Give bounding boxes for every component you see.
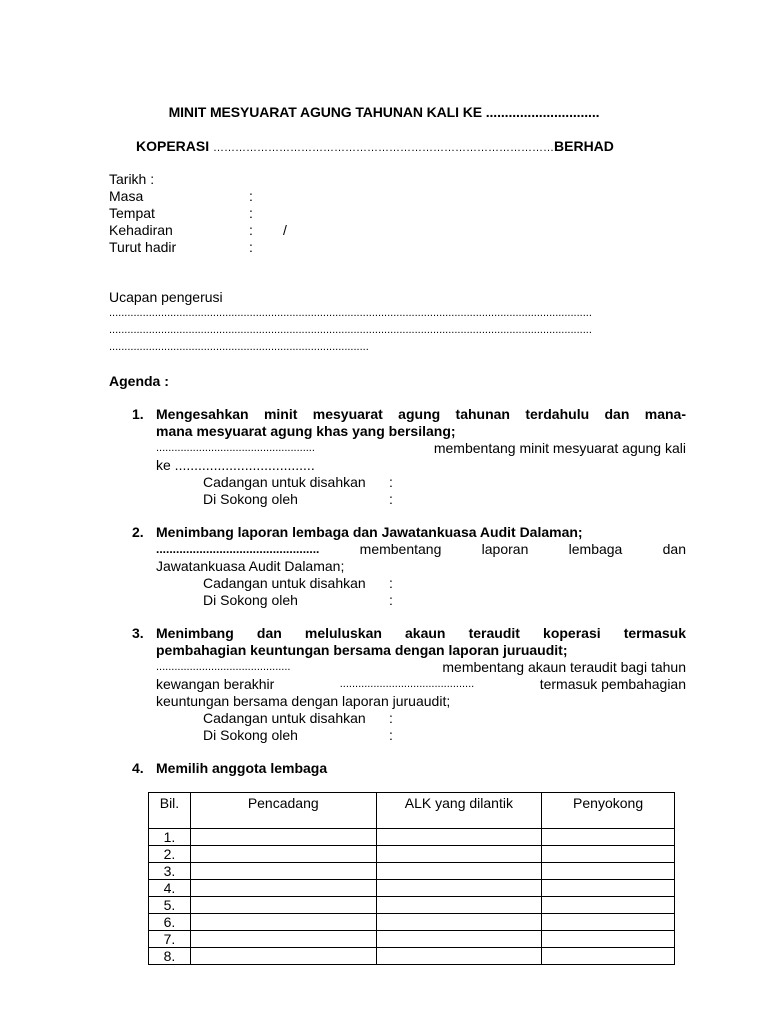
cadangan-label: Cadangan untuk disahkan <box>203 474 366 490</box>
table-row <box>149 948 675 965</box>
table-row <box>149 897 675 914</box>
berhad-label: BERHAD <box>554 138 614 154</box>
item-title-line: Memilih anggota lembaga <box>156 760 328 776</box>
disokong-label: Di Sokong oleh <box>203 727 298 743</box>
item-text-line: Jawatankuasa Audit Dalaman; <box>156 558 345 574</box>
pencadang-cell[interactable] <box>190 948 376 965</box>
pencadang-cell[interactable] <box>190 863 376 880</box>
lembaga-table <box>148 792 675 965</box>
item-title-line: Menimbang laporan lembaga dan Jawatankuasa Audit Dalaman; <box>156 524 583 540</box>
cadangan-row <box>156 710 686 727</box>
table-row <box>149 846 675 863</box>
cadangan-row <box>156 575 686 592</box>
item-text: kewangan berakhir <box>156 676 275 692</box>
field-label: Tarikh : <box>109 171 155 187</box>
alk-cell[interactable] <box>376 829 542 846</box>
item-body <box>156 625 686 744</box>
field-colon: : <box>249 222 253 238</box>
row-number: 8. <box>149 948 191 965</box>
item-text-line <box>156 440 686 457</box>
row-number: 2. <box>149 846 191 863</box>
pencadang-cell[interactable] <box>190 880 376 897</box>
row-number: 4. <box>149 880 191 897</box>
disokong-colon: : <box>389 727 393 743</box>
penyokong-cell[interactable] <box>542 948 675 965</box>
penyokong-cell[interactable] <box>542 880 675 897</box>
ucapan-label: Ucapan pengerusi <box>109 289 223 305</box>
field-label: Kehadiran <box>109 222 173 238</box>
cadangan-colon: : <box>389 710 393 726</box>
disokong-colon: : <box>389 592 393 608</box>
table-header-row <box>149 793 675 829</box>
item-body <box>156 760 686 777</box>
table-row <box>149 863 675 880</box>
item-text-line <box>156 676 686 693</box>
ucapan-blank-line: .............................................................................................................................................................. <box>109 307 592 319</box>
item-number: 1. <box>132 406 144 422</box>
table-row <box>149 829 675 846</box>
cadangan-row <box>156 474 686 491</box>
ucapan-blank-line: ..................................................................................... <box>109 341 369 353</box>
pencadang-cell[interactable] <box>190 829 376 846</box>
blank-dots: .................................................... <box>156 442 315 454</box>
header-pencadang: Pencadang <box>190 793 376 829</box>
alk-cell[interactable] <box>376 880 542 897</box>
item-title-line: Menimbang dan meluluskan akaun teraudit koperasi termasuk <box>156 625 686 641</box>
meeting-details <box>109 171 669 256</box>
item-word: laporan <box>481 541 529 557</box>
alk-cell[interactable] <box>376 863 542 880</box>
penyokong-cell[interactable] <box>542 863 675 880</box>
agenda-heading: Agenda : <box>109 373 169 389</box>
item-word: membentang <box>359 541 442 557</box>
item-title-line: Mengesahkan minit mesyuarat agung tahunan terdahulu dan mana- <box>156 406 686 422</box>
row-number: 3. <box>149 863 191 880</box>
blank-dots: ............................................ <box>339 678 475 690</box>
field-row-kehadiran <box>109 222 669 239</box>
disokong-row <box>156 592 686 609</box>
item-number: 3. <box>132 625 144 641</box>
item-body <box>156 406 686 508</box>
field-colon: : <box>249 239 253 255</box>
disokong-row <box>156 727 686 744</box>
item-text-line <box>156 541 686 558</box>
field-row-masa <box>109 188 669 205</box>
item-body <box>156 524 686 609</box>
table-row <box>149 880 675 897</box>
disokong-row <box>156 491 686 508</box>
penyokong-cell[interactable] <box>542 829 675 846</box>
field-row-turut-hadir <box>109 239 669 256</box>
alk-cell[interactable] <box>376 897 542 914</box>
item-text: termasuk pembahagian <box>539 676 686 692</box>
disokong-label: Di Sokong oleh <box>203 592 298 608</box>
alk-cell[interactable] <box>376 846 542 863</box>
row-number: 7. <box>149 931 191 948</box>
pencadang-cell[interactable] <box>190 914 376 931</box>
document-title: MINIT MESYUARAT AGUNG TAHUNAN KALI KE .............................. <box>168 104 600 120</box>
blank-dots: ................................................. <box>156 542 320 556</box>
ucapan-blank-line: .............................................................................................................................................................. <box>109 324 592 336</box>
penyokong-cell[interactable] <box>542 931 675 948</box>
disokong-colon: : <box>389 491 393 507</box>
header-alk: ALK yang dilantik <box>376 793 542 829</box>
pencadang-cell[interactable] <box>190 846 376 863</box>
cadangan-colon: : <box>389 575 393 591</box>
penyokong-cell[interactable] <box>542 914 675 931</box>
field-label: Turut hadir <box>109 239 177 255</box>
field-colon: : <box>249 188 253 204</box>
pencadang-cell[interactable] <box>190 931 376 948</box>
cadangan-label: Cadangan untuk disahkan <box>203 710 366 726</box>
cadangan-colon: : <box>389 474 393 490</box>
koperasi-name-blank: ………………………………………………………………………………… <box>213 142 555 154</box>
field-slash: / <box>283 222 287 238</box>
header-bil: Bil. <box>149 793 191 829</box>
pencadang-cell[interactable] <box>190 897 376 914</box>
table-row <box>149 931 675 948</box>
blank-dots: ............................................ <box>156 661 291 673</box>
table-row <box>149 914 675 931</box>
row-number: 1. <box>149 829 191 846</box>
field-colon: : <box>249 205 253 221</box>
disokong-label: Di Sokong oleh <box>203 491 298 507</box>
alk-cell[interactable] <box>376 948 542 965</box>
field-row-tempat <box>109 205 669 222</box>
item-text: membentang minit mesyuarat agung kali <box>433 440 686 456</box>
koperasi-label: KOPERASI <box>136 138 210 154</box>
row-number: 6. <box>149 914 191 931</box>
item-title-line: mana mesyuarat agung khas yang bersilang; <box>156 423 456 439</box>
alk-cell[interactable] <box>376 931 542 948</box>
koperasi-line <box>136 138 666 154</box>
item-text-line: keuntungan bersama dengan laporan juruaudit; <box>156 693 451 709</box>
alk-cell[interactable] <box>376 914 542 931</box>
field-row-tarikh <box>109 171 669 188</box>
penyokong-cell[interactable] <box>542 846 675 863</box>
item-text-line <box>156 659 686 676</box>
item-number: 2. <box>132 524 144 540</box>
penyokong-cell[interactable] <box>542 897 675 914</box>
header-penyokong: Penyokong <box>542 793 675 829</box>
item-word: dan <box>662 541 686 557</box>
item-text-line: ke .................................... <box>156 457 315 473</box>
field-label: Tempat <box>109 205 155 221</box>
item-text: membentang akaun teraudit bagi tahun <box>442 659 686 675</box>
item-word: lembaga <box>568 541 623 557</box>
item-number: 4. <box>132 760 144 776</box>
item-title-line: pembahagian keuntungan bersama dengan laporan juruaudit; <box>156 642 568 658</box>
field-label: Masa <box>109 188 144 204</box>
cadangan-label: Cadangan untuk disahkan <box>203 575 366 591</box>
row-number: 5. <box>149 897 191 914</box>
